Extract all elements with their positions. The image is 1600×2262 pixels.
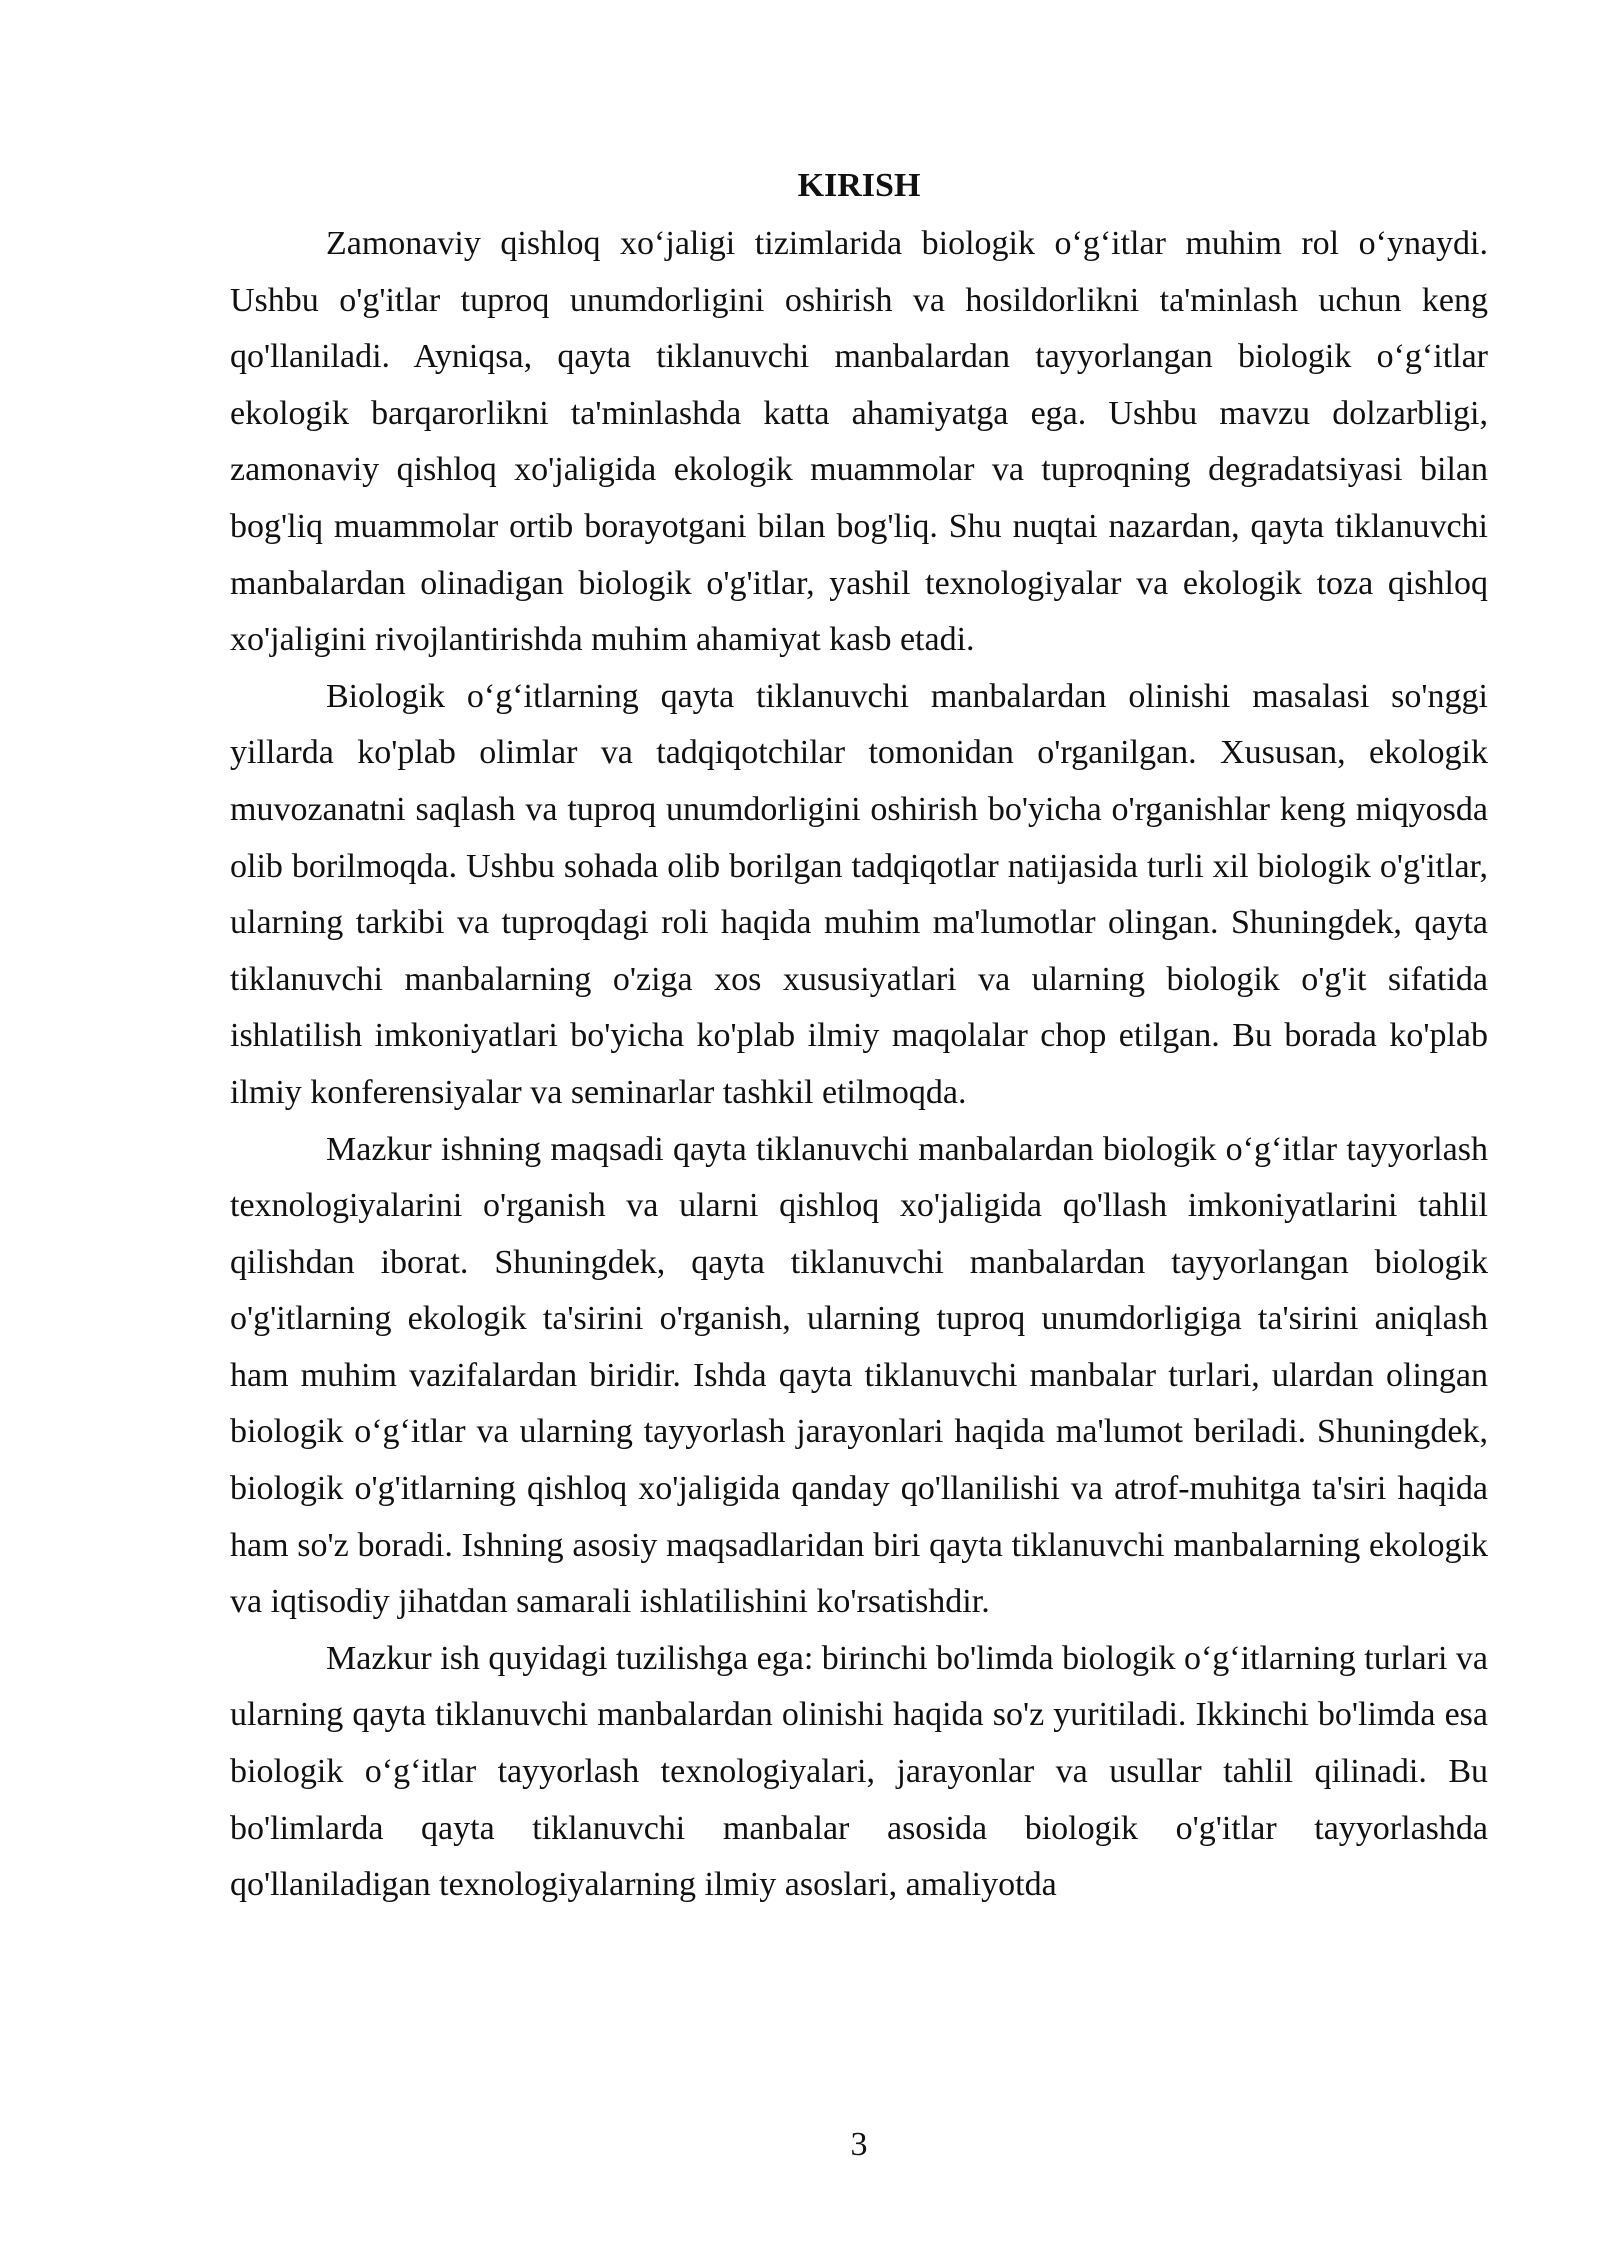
paragraph-3: Mazkur ishning maqsadi qayta tiklanuvchi manbalardan biologik o‘g‘itlar tayyorlash texnologiyalarini o'rganish va ularni qishloq xo'jaligida qo'llash imkoniyatlarini tahlil qilishdan iborat. Shuningdek, qayta tiklanuvchi manbalardan tayyorlangan biologik o'g'itlarning ekologik ta'sirini o'rganish, ularning tuproq unumdorligiga ta'sirini aniqlash ham muhim vazifalardan biridir. Ishda qayta tiklanuvchi manbalar turlari, ulardan olingan biologik o‘g‘itlar va ularning tayyorlash jarayonlari haqida ma'lumot beriladi. Shuningdek, biologik o'g'itlarning qishloq xo'jaligida qanday qo'llanilishi va atrof-muhitga ta'siri haqida ham so'z boradi. Ishning asosiy maqsadlaridan biri qayta tiklanuvchi manbalarning ekologik va iqtisodiy jihatdan samarali ishlatilishini ko'rsatishdir. — [230, 1130, 1488, 1621]
section-title: KIRISH — [797, 167, 921, 204]
paragraph-4: Mazkur ish quyidagi tuzilishga ega: birinchi bo'limda biologik o‘g‘itlarning turlari va ularning qayta tiklanuvchi manbalardan olinishi haqida so'z yuritiladi. Ikkinchi bo'limda esa biologik o‘g‘itlar tayyorlash texnologiyalari, jarayonlar va usullar tahlil qilinadi. Bu bo'limlarda qayta tiklanuvchi manbalar asosida biologik o'g'itlar tayyorlashda qo'llaniladigan texnologiyalarning ilmiy asoslari, amaliyotda — [230, 1639, 1488, 1904]
page-number: 3 — [850, 2126, 868, 2163]
paragraph-2: Biologik o‘g‘itlarning qayta tiklanuvchi manbalardan olinishi masalasi so'nggi yillarda ko'plab olimlar va tadqiqotchilar tomonidan o'rganilgan. Xususan, ekologik muvozanatni saqlash va tuproq unumdorligini oshirish bo'yicha o'rganishlar keng miqyosda olib borilmoqda. Ushbu sohada olib borilgan tadqiqotlar natijasida turli xil biologik o'g'itlar, ularning tarkibi va tuproqdagi roli haqida muhim ma'lumotlar olingan. Shuningdek, qayta tiklanuvchi manbalarning o'ziga xos xususiyatlari va ularning biologik o'g'it sifatida ishlatilish imkoniyatlari bo'yicha ko'plab ilmiy maqolalar chop etilgan. Bu borada ko'plab ilmiy konferensiyalar va seminarlar tashkil etilmoqda. — [230, 677, 1488, 1111]
document-body — [230, 162, 1488, 1914]
paragraph-1: Zamonaviy qishloq xo‘jaligi tizimlarida biologik o‘g‘itlar muhim rol o‘ynaydi. Ushbu o'g'itlar tuproq unumdorligini oshirish va hosildorlikni ta'minlash uchun keng qo'llaniladi. Ayniqsa, qayta tiklanuvchi manbalardan tayyorlangan biologik o‘g‘itlar ekologik barqarorlikni ta'minlashda katta ahamiyatga ega. Ushbu mavzu dolzarbligi, zamonaviy qishloq xo'jaligida ekologik muammolar va tuproqning degradatsiyasi bilan bog'liq muammolar ortib borayotgani bilan bog'liq. Shu nuqtai nazardan, qayta tiklanuvchi manbalardan olinadigan biologik o'g'itlar, yashil texnologiyalar va ekologik toza qishloq xo'jaligini rivojlantirishda muhim ahamiyat kasb etadi. — [230, 225, 1488, 659]
